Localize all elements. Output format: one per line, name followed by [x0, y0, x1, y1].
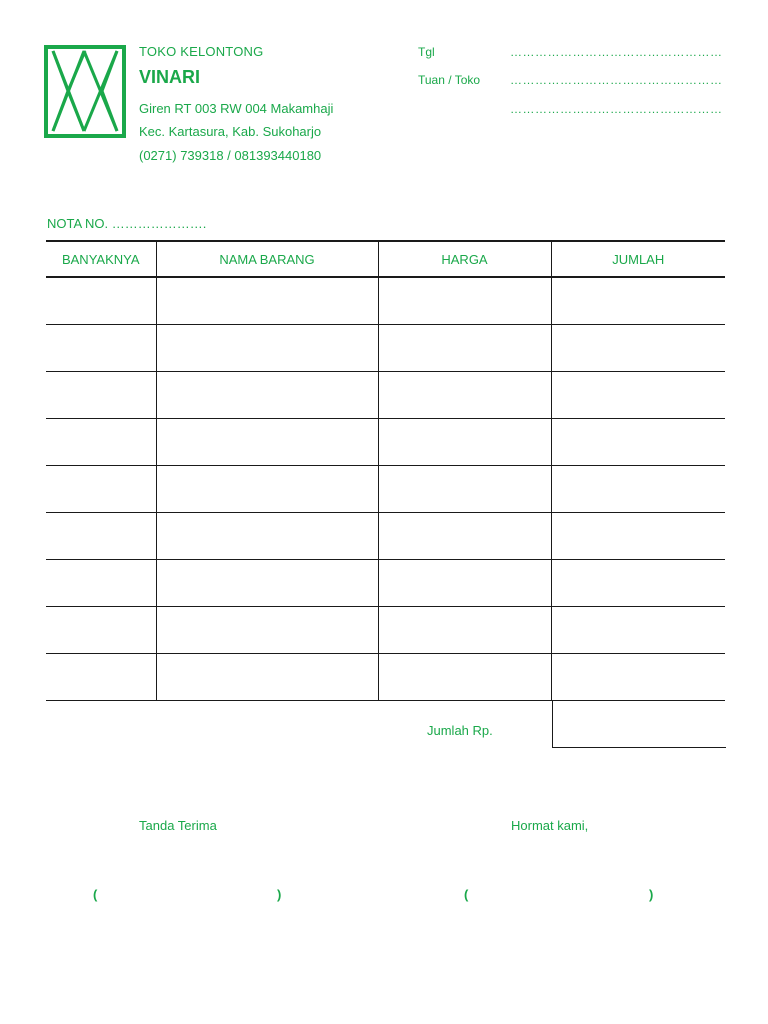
cell-item-name[interactable] [156, 466, 378, 513]
cell-item-name[interactable] [156, 513, 378, 560]
table-row [46, 277, 725, 325]
address-line-2: Kec. Kartasura, Kab. Sukoharjo [139, 124, 322, 139]
cell-amount[interactable] [551, 466, 725, 513]
cell-item-name[interactable] [156, 654, 378, 701]
table-header-row [46, 241, 725, 277]
cell-item-name[interactable] [156, 560, 378, 607]
customer-field[interactable]: …………………………………………… [510, 73, 723, 87]
cell-price[interactable] [378, 607, 551, 654]
cell-amount[interactable] [551, 607, 725, 654]
date-field[interactable]: …………………………………………… [510, 45, 723, 59]
shop-type-label: TOKO KELONTONG [139, 44, 264, 59]
cell-price[interactable] [378, 654, 551, 701]
cell-item-name[interactable] [156, 277, 378, 325]
table-row [46, 560, 725, 607]
phone-number: (0271) 739318 / 081393440180 [139, 148, 322, 163]
cell-amount[interactable] [551, 513, 725, 560]
customer-label: Tuan / Toko [418, 73, 481, 87]
cell-amount[interactable] [551, 654, 725, 701]
cell-item-name[interactable] [156, 419, 378, 466]
cell-price[interactable] [378, 372, 551, 419]
receiver-signature-label: Tanda Terima [139, 818, 217, 833]
cell-quantity[interactable] [46, 513, 156, 560]
table-row [46, 513, 725, 560]
cell-quantity[interactable] [46, 560, 156, 607]
table-row [46, 466, 725, 513]
customer-field-line-2[interactable]: …………………………………………… [510, 102, 723, 116]
cell-quantity[interactable] [46, 372, 156, 419]
cell-quantity[interactable] [46, 654, 156, 701]
cell-price[interactable] [378, 325, 551, 372]
cell-price[interactable] [378, 419, 551, 466]
cell-amount[interactable] [551, 325, 725, 372]
sender-signature-open-paren: ( [464, 887, 469, 902]
date-label: Tgl [418, 45, 435, 59]
table-row [46, 419, 725, 466]
cell-item-name[interactable] [156, 372, 378, 419]
receiver-signature-open-paren: ( [93, 887, 98, 902]
cell-quantity[interactable] [46, 325, 156, 372]
invoice-number-field[interactable]: NOTA NO. …………………. [47, 216, 207, 231]
cell-price[interactable] [378, 513, 551, 560]
receiver-signature-close-paren: ) [277, 887, 282, 902]
table-row [46, 654, 725, 701]
column-header-quantity: BANYAKNYA [46, 241, 156, 277]
diamond-lattice-logo-icon [44, 45, 126, 138]
address-line-1: Giren RT 003 RW 004 Makamhaji [139, 101, 334, 116]
cell-amount[interactable] [551, 419, 725, 466]
sender-signature-close-paren: ) [649, 887, 654, 902]
cell-quantity[interactable] [46, 419, 156, 466]
column-header-item-name: NAMA BARANG [156, 241, 378, 277]
column-header-amount: JUMLAH [551, 241, 725, 277]
cell-item-name[interactable] [156, 325, 378, 372]
shop-name: VINARI [139, 67, 201, 87]
cell-price[interactable] [378, 466, 551, 513]
cell-amount[interactable] [551, 560, 725, 607]
table-row [46, 607, 725, 654]
table-row [46, 325, 725, 372]
total-label: Jumlah Rp. [427, 723, 493, 738]
cell-item-name[interactable] [156, 607, 378, 654]
column-header-price: HARGA [378, 241, 551, 277]
items-table-body [46, 277, 725, 701]
cell-amount[interactable] [551, 372, 725, 419]
cell-quantity[interactable] [46, 277, 156, 325]
cell-amount[interactable] [551, 277, 725, 325]
items-table [46, 240, 725, 701]
total-amount-field[interactable] [552, 700, 726, 748]
cell-price[interactable] [378, 277, 551, 325]
table-row [46, 372, 725, 419]
sender-signature-label: Hormat kami, [511, 818, 589, 833]
cell-quantity[interactable] [46, 466, 156, 513]
cell-quantity[interactable] [46, 607, 156, 654]
cell-price[interactable] [378, 560, 551, 607]
